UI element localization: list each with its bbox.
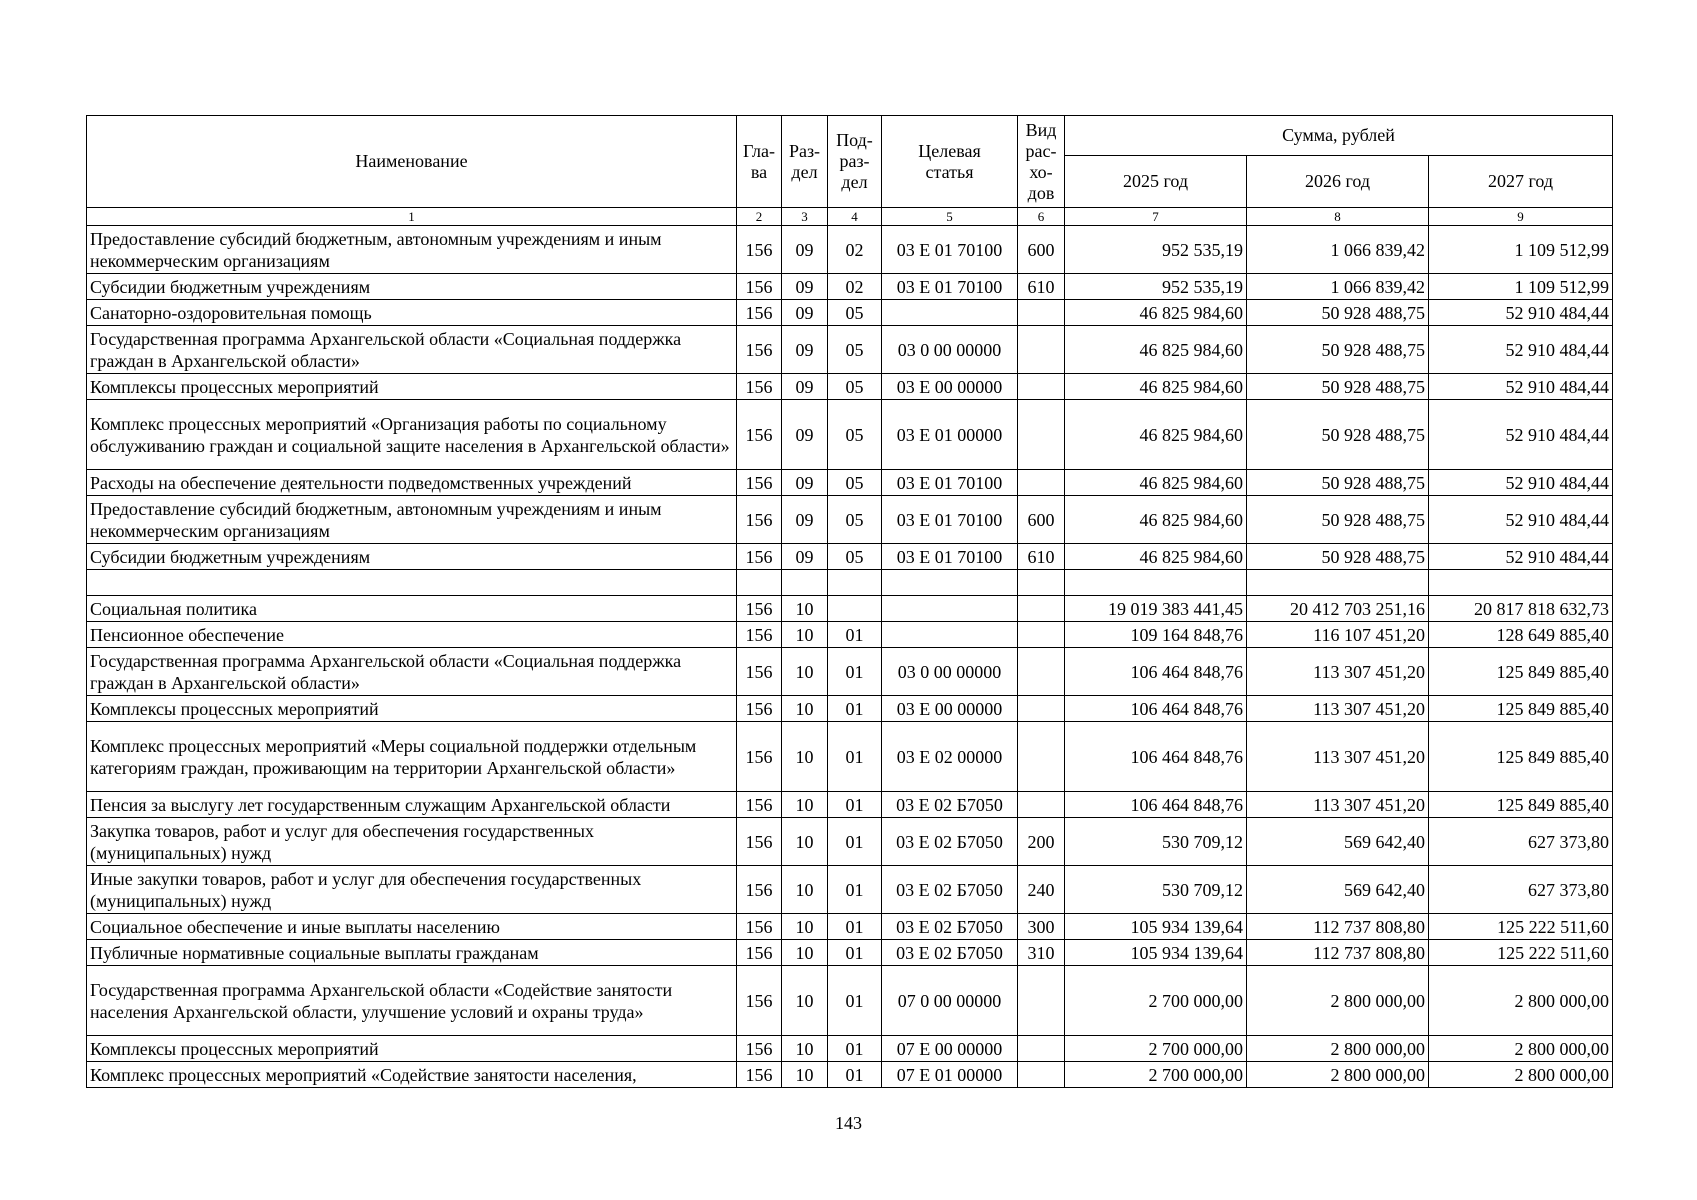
row-amount-2026: 50 928 488,75	[1247, 544, 1429, 570]
column-number: 7	[1065, 208, 1247, 226]
row-subsection: 01	[828, 792, 882, 818]
row-target: 03 Е 01 70100	[882, 496, 1018, 544]
column-number: 4	[828, 208, 882, 226]
row-amount-2025: 105 934 139,64	[1065, 914, 1247, 940]
row-subsection: 01	[828, 940, 882, 966]
row-chapter: 156	[737, 722, 782, 792]
table-row	[87, 696, 1613, 722]
table-row	[87, 374, 1613, 400]
row-expense-type: 200	[1018, 818, 1065, 866]
row-subsection: 01	[828, 914, 882, 940]
row-expense-type: 300	[1018, 914, 1065, 940]
row-expense-type	[1018, 570, 1065, 596]
row-amount-2026: 1 066 839,42	[1247, 226, 1429, 274]
header-name: Наименование	[87, 116, 737, 208]
header-year-2027: 2027 год	[1429, 156, 1613, 208]
table-row	[87, 648, 1613, 696]
row-amount-2025: 530 709,12	[1065, 866, 1247, 914]
row-section: 09	[782, 400, 828, 470]
row-section: 09	[782, 326, 828, 374]
row-chapter: 156	[737, 226, 782, 274]
row-amount-2025: 46 825 984,60	[1065, 470, 1247, 496]
row-chapter: 156	[737, 496, 782, 544]
table-row	[87, 914, 1613, 940]
row-target: 03 Е 01 00000	[882, 400, 1018, 470]
row-subsection: 05	[828, 374, 882, 400]
header-chapter: Гла- ва	[737, 116, 782, 208]
table-row	[87, 722, 1613, 792]
row-name: Государственная программа Архангельской области «Социальная поддержка граждан в Архангельской области»	[87, 326, 737, 374]
row-chapter: 156	[737, 300, 782, 326]
row-chapter: 156	[737, 648, 782, 696]
row-amount-2026: 50 928 488,75	[1247, 374, 1429, 400]
column-number: 5	[882, 208, 1018, 226]
row-target: 03 Е 02 00000	[882, 722, 1018, 792]
row-subsection	[828, 570, 882, 596]
row-target: 03 Е 02 Б7050	[882, 818, 1018, 866]
row-target: 03 Е 01 70100	[882, 544, 1018, 570]
row-amount-2027: 125 849 885,40	[1429, 648, 1613, 696]
row-amount-2027: 2 800 000,00	[1429, 966, 1613, 1036]
row-amount-2026: 50 928 488,75	[1247, 300, 1429, 326]
budget-table	[86, 115, 1613, 1088]
row-amount-2027: 125 222 511,60	[1429, 914, 1613, 940]
row-amount-2027: 1 109 512,99	[1429, 226, 1613, 274]
row-section: 10	[782, 792, 828, 818]
row-amount-2025: 2 700 000,00	[1065, 966, 1247, 1036]
row-amount-2025: 106 464 848,76	[1065, 792, 1247, 818]
table-row	[87, 1062, 1613, 1088]
header-year-2025: 2025 год	[1065, 156, 1247, 208]
budget-table-sheet	[86, 115, 1612, 1088]
row-amount-2025: 19 019 383 441,45	[1065, 596, 1247, 622]
column-number: 2	[737, 208, 782, 226]
row-expense-type: 310	[1018, 940, 1065, 966]
row-amount-2026: 2 800 000,00	[1247, 1036, 1429, 1062]
row-chapter: 156	[737, 792, 782, 818]
row-amount-2027: 52 910 484,44	[1429, 374, 1613, 400]
table-row	[87, 570, 1613, 596]
row-amount-2026: 116 107 451,20	[1247, 622, 1429, 648]
row-chapter: 156	[737, 374, 782, 400]
row-subsection: 01	[828, 648, 882, 696]
row-section: 10	[782, 722, 828, 792]
row-expense-type	[1018, 326, 1065, 374]
row-amount-2027: 627 373,80	[1429, 818, 1613, 866]
row-target: 03 Е 02 Б7050	[882, 866, 1018, 914]
row-chapter: 156	[737, 400, 782, 470]
row-section: 10	[782, 596, 828, 622]
row-section: 09	[782, 470, 828, 496]
row-expense-type	[1018, 596, 1065, 622]
row-name: Санаторно-оздоровительная помощь	[87, 300, 737, 326]
row-name: Предоставление субсидий бюджетным, автономным учреждениям и иным некоммерческим организациям	[87, 226, 737, 274]
header-expense-type: Вид рас- хо- дов	[1018, 116, 1065, 208]
row-section: 10	[782, 940, 828, 966]
row-amount-2026: 113 307 451,20	[1247, 648, 1429, 696]
row-section: 09	[782, 300, 828, 326]
row-target: 03 Е 02 Б7050	[882, 792, 1018, 818]
row-amount-2026: 20 412 703 251,16	[1247, 596, 1429, 622]
table-row	[87, 326, 1613, 374]
row-section: 09	[782, 496, 828, 544]
table-body	[87, 226, 1613, 1088]
row-expense-type	[1018, 722, 1065, 792]
row-expense-type: 610	[1018, 544, 1065, 570]
column-number: 6	[1018, 208, 1065, 226]
row-amount-2025: 952 535,19	[1065, 274, 1247, 300]
row-subsection: 05	[828, 496, 882, 544]
header-subsection: Под- раз- дел	[828, 116, 882, 208]
row-expense-type	[1018, 792, 1065, 818]
row-name	[87, 570, 737, 596]
row-name: Социальная политика	[87, 596, 737, 622]
row-subsection	[828, 596, 882, 622]
page-number: 143	[835, 1113, 862, 1133]
row-chapter: 156	[737, 866, 782, 914]
row-amount-2026: 2 800 000,00	[1247, 966, 1429, 1036]
row-expense-type	[1018, 374, 1065, 400]
row-amount-2025: 106 464 848,76	[1065, 648, 1247, 696]
row-name: Предоставление субсидий бюджетным, автономным учреждениям и иным некоммерческим организациям	[87, 496, 737, 544]
row-chapter: 156	[737, 470, 782, 496]
row-subsection: 05	[828, 544, 882, 570]
table-row	[87, 792, 1613, 818]
row-amount-2026	[1247, 570, 1429, 596]
table-row	[87, 274, 1613, 300]
row-target	[882, 596, 1018, 622]
row-amount-2027: 1 109 512,99	[1429, 274, 1613, 300]
row-amount-2027: 20 817 818 632,73	[1429, 596, 1613, 622]
row-amount-2025: 105 934 139,64	[1065, 940, 1247, 966]
row-target: 03 Е 02 Б7050	[882, 940, 1018, 966]
row-target: 03 Е 01 70100	[882, 274, 1018, 300]
row-name: Комплекс процессных мероприятий «Содействие занятости населения,	[87, 1062, 737, 1088]
table-row	[87, 470, 1613, 496]
table-row	[87, 622, 1613, 648]
row-target: 03 Е 01 70100	[882, 470, 1018, 496]
row-amount-2027: 125 849 885,40	[1429, 696, 1613, 722]
table-row	[87, 940, 1613, 966]
row-chapter: 156	[737, 818, 782, 866]
row-name: Закупка товаров, работ и услуг для обеспечения государственных (муниципальных) нужд	[87, 818, 737, 866]
header-year-2026: 2026 год	[1247, 156, 1429, 208]
row-amount-2026: 50 928 488,75	[1247, 496, 1429, 544]
row-expense-type: 240	[1018, 866, 1065, 914]
row-subsection: 02	[828, 274, 882, 300]
row-amount-2027: 52 910 484,44	[1429, 496, 1613, 544]
row-subsection: 02	[828, 226, 882, 274]
table-row	[87, 300, 1613, 326]
row-section: 09	[782, 274, 828, 300]
row-chapter: 156	[737, 596, 782, 622]
row-amount-2025: 46 825 984,60	[1065, 544, 1247, 570]
row-subsection: 01	[828, 696, 882, 722]
row-amount-2027: 125 849 885,40	[1429, 722, 1613, 792]
row-expense-type	[1018, 648, 1065, 696]
row-chapter: 156	[737, 1036, 782, 1062]
row-amount-2027: 2 800 000,00	[1429, 1062, 1613, 1088]
row-amount-2026: 569 642,40	[1247, 818, 1429, 866]
row-subsection: 01	[828, 1036, 882, 1062]
row-subsection: 05	[828, 470, 882, 496]
row-section: 10	[782, 1062, 828, 1088]
row-amount-2026: 50 928 488,75	[1247, 400, 1429, 470]
row-amount-2025: 2 700 000,00	[1065, 1036, 1247, 1062]
table-row	[87, 226, 1613, 274]
row-section: 10	[782, 622, 828, 648]
row-amount-2026: 113 307 451,20	[1247, 792, 1429, 818]
row-target: 03 0 00 00000	[882, 648, 1018, 696]
row-chapter: 156	[737, 914, 782, 940]
row-amount-2027: 125 849 885,40	[1429, 792, 1613, 818]
table-row	[87, 496, 1613, 544]
row-amount-2025	[1065, 570, 1247, 596]
row-amount-2026: 50 928 488,75	[1247, 470, 1429, 496]
header-section: Раз- дел	[782, 116, 828, 208]
row-amount-2025: 46 825 984,60	[1065, 496, 1247, 544]
table-row	[87, 966, 1613, 1036]
row-expense-type	[1018, 1062, 1065, 1088]
row-subsection: 05	[828, 400, 882, 470]
row-expense-type	[1018, 300, 1065, 326]
row-name: Субсидии бюджетным учреждениям	[87, 274, 737, 300]
row-section: 09	[782, 226, 828, 274]
row-amount-2027: 125 222 511,60	[1429, 940, 1613, 966]
row-subsection: 01	[828, 1062, 882, 1088]
row-section	[782, 570, 828, 596]
row-amount-2027: 52 910 484,44	[1429, 300, 1613, 326]
row-amount-2025: 46 825 984,60	[1065, 374, 1247, 400]
row-amount-2025: 952 535,19	[1065, 226, 1247, 274]
row-target: 07 Е 00 00000	[882, 1036, 1018, 1062]
table-row	[87, 866, 1613, 914]
row-amount-2025: 109 164 848,76	[1065, 622, 1247, 648]
row-name: Комплекс процессных мероприятий «Меры социальной поддержки отдельным категориям граждан, проживающим на территории Архангельской области»	[87, 722, 737, 792]
row-expense-type	[1018, 400, 1065, 470]
row-chapter	[737, 570, 782, 596]
row-amount-2027: 52 910 484,44	[1429, 470, 1613, 496]
row-chapter: 156	[737, 966, 782, 1036]
row-name: Иные закупки товаров, работ и услуг для обеспечения государственных (муниципальных) нужд	[87, 866, 737, 914]
row-name: Государственная программа Архангельской области «Содействие занятости населения Архангельской области, улучшение условий и охраны труда»	[87, 966, 737, 1036]
table-row	[87, 544, 1613, 570]
row-section: 10	[782, 696, 828, 722]
row-amount-2026: 50 928 488,75	[1247, 326, 1429, 374]
row-target: 03 Е 01 70100	[882, 226, 1018, 274]
column-number: 8	[1247, 208, 1429, 226]
row-amount-2026: 113 307 451,20	[1247, 722, 1429, 792]
row-target	[882, 622, 1018, 648]
row-name: Пенсия за выслугу лет государственным служащим Архангельской области	[87, 792, 737, 818]
row-expense-type: 600	[1018, 226, 1065, 274]
column-number: 3	[782, 208, 828, 226]
row-amount-2026: 112 737 808,80	[1247, 914, 1429, 940]
row-expense-type	[1018, 622, 1065, 648]
row-subsection: 05	[828, 300, 882, 326]
row-amount-2027: 52 910 484,44	[1429, 326, 1613, 374]
row-target: 03 Е 02 Б7050	[882, 914, 1018, 940]
row-amount-2027: 128 649 885,40	[1429, 622, 1613, 648]
row-amount-2025: 46 825 984,60	[1065, 300, 1247, 326]
row-section: 09	[782, 544, 828, 570]
table-row	[87, 400, 1613, 470]
row-amount-2027: 52 910 484,44	[1429, 400, 1613, 470]
row-chapter: 156	[737, 940, 782, 966]
table-header	[87, 116, 1613, 226]
row-subsection: 01	[828, 722, 882, 792]
row-amount-2025: 2 700 000,00	[1065, 1062, 1247, 1088]
row-chapter: 156	[737, 1062, 782, 1088]
row-amount-2027: 627 373,80	[1429, 866, 1613, 914]
row-amount-2026: 112 737 808,80	[1247, 940, 1429, 966]
row-chapter: 156	[737, 326, 782, 374]
column-number-row	[87, 208, 1613, 226]
row-chapter: 156	[737, 622, 782, 648]
table-row	[87, 818, 1613, 866]
row-name: Публичные нормативные социальные выплаты гражданам	[87, 940, 737, 966]
row-name: Комплекс процессных мероприятий «Организация работы по социальному обслуживанию граждан и социальной защите населения в Архангельской области»	[87, 400, 737, 470]
row-amount-2025: 46 825 984,60	[1065, 400, 1247, 470]
row-subsection: 01	[828, 866, 882, 914]
row-amount-2027: 2 800 000,00	[1429, 1036, 1613, 1062]
row-amount-2026: 113 307 451,20	[1247, 696, 1429, 722]
row-amount-2025: 106 464 848,76	[1065, 696, 1247, 722]
row-target: 07 Е 01 00000	[882, 1062, 1018, 1088]
row-section: 10	[782, 648, 828, 696]
row-name: Государственная программа Архангельской области «Социальная поддержка граждан в Архангельской области»	[87, 648, 737, 696]
row-name: Пенсионное обеспечение	[87, 622, 737, 648]
row-expense-type	[1018, 966, 1065, 1036]
row-target: 03 Е 00 00000	[882, 696, 1018, 722]
row-target: 03 Е 00 00000	[882, 374, 1018, 400]
row-expense-type: 600	[1018, 496, 1065, 544]
header-amount: Сумма, рублей	[1065, 116, 1613, 156]
row-amount-2026: 569 642,40	[1247, 866, 1429, 914]
row-expense-type	[1018, 696, 1065, 722]
row-amount-2025: 106 464 848,76	[1065, 722, 1247, 792]
table-row	[87, 596, 1613, 622]
row-name: Комплексы процессных мероприятий	[87, 696, 737, 722]
row-name: Комплексы процессных мероприятий	[87, 1036, 737, 1062]
row-chapter: 156	[737, 274, 782, 300]
row-subsection: 01	[828, 622, 882, 648]
row-target: 03 0 00 00000	[882, 326, 1018, 374]
row-target	[882, 300, 1018, 326]
row-name: Субсидии бюджетным учреждениям	[87, 544, 737, 570]
row-chapter: 156	[737, 544, 782, 570]
row-subsection: 01	[828, 818, 882, 866]
row-name: Расходы на обеспечение деятельности подведомственных учреждений	[87, 470, 737, 496]
row-amount-2025: 530 709,12	[1065, 818, 1247, 866]
table-row	[87, 1036, 1613, 1062]
row-subsection: 05	[828, 326, 882, 374]
row-subsection: 01	[828, 966, 882, 1036]
row-section: 10	[782, 914, 828, 940]
row-name: Комплексы процессных мероприятий	[87, 374, 737, 400]
row-amount-2027	[1429, 570, 1613, 596]
row-section: 10	[782, 966, 828, 1036]
row-expense-type: 610	[1018, 274, 1065, 300]
row-section: 09	[782, 374, 828, 400]
row-expense-type	[1018, 470, 1065, 496]
row-expense-type	[1018, 1036, 1065, 1062]
column-number: 9	[1429, 208, 1613, 226]
row-amount-2026: 2 800 000,00	[1247, 1062, 1429, 1088]
row-section: 10	[782, 866, 828, 914]
row-target: 07 0 00 00000	[882, 966, 1018, 1036]
row-amount-2027: 52 910 484,44	[1429, 544, 1613, 570]
row-chapter: 156	[737, 696, 782, 722]
row-section: 10	[782, 1036, 828, 1062]
row-name: Социальное обеспечение и иные выплаты населению	[87, 914, 737, 940]
row-amount-2026: 1 066 839,42	[1247, 274, 1429, 300]
row-amount-2025: 46 825 984,60	[1065, 326, 1247, 374]
row-target	[882, 570, 1018, 596]
column-number: 1	[87, 208, 737, 226]
row-section: 10	[782, 818, 828, 866]
header-target: Целевая статья	[882, 116, 1018, 208]
